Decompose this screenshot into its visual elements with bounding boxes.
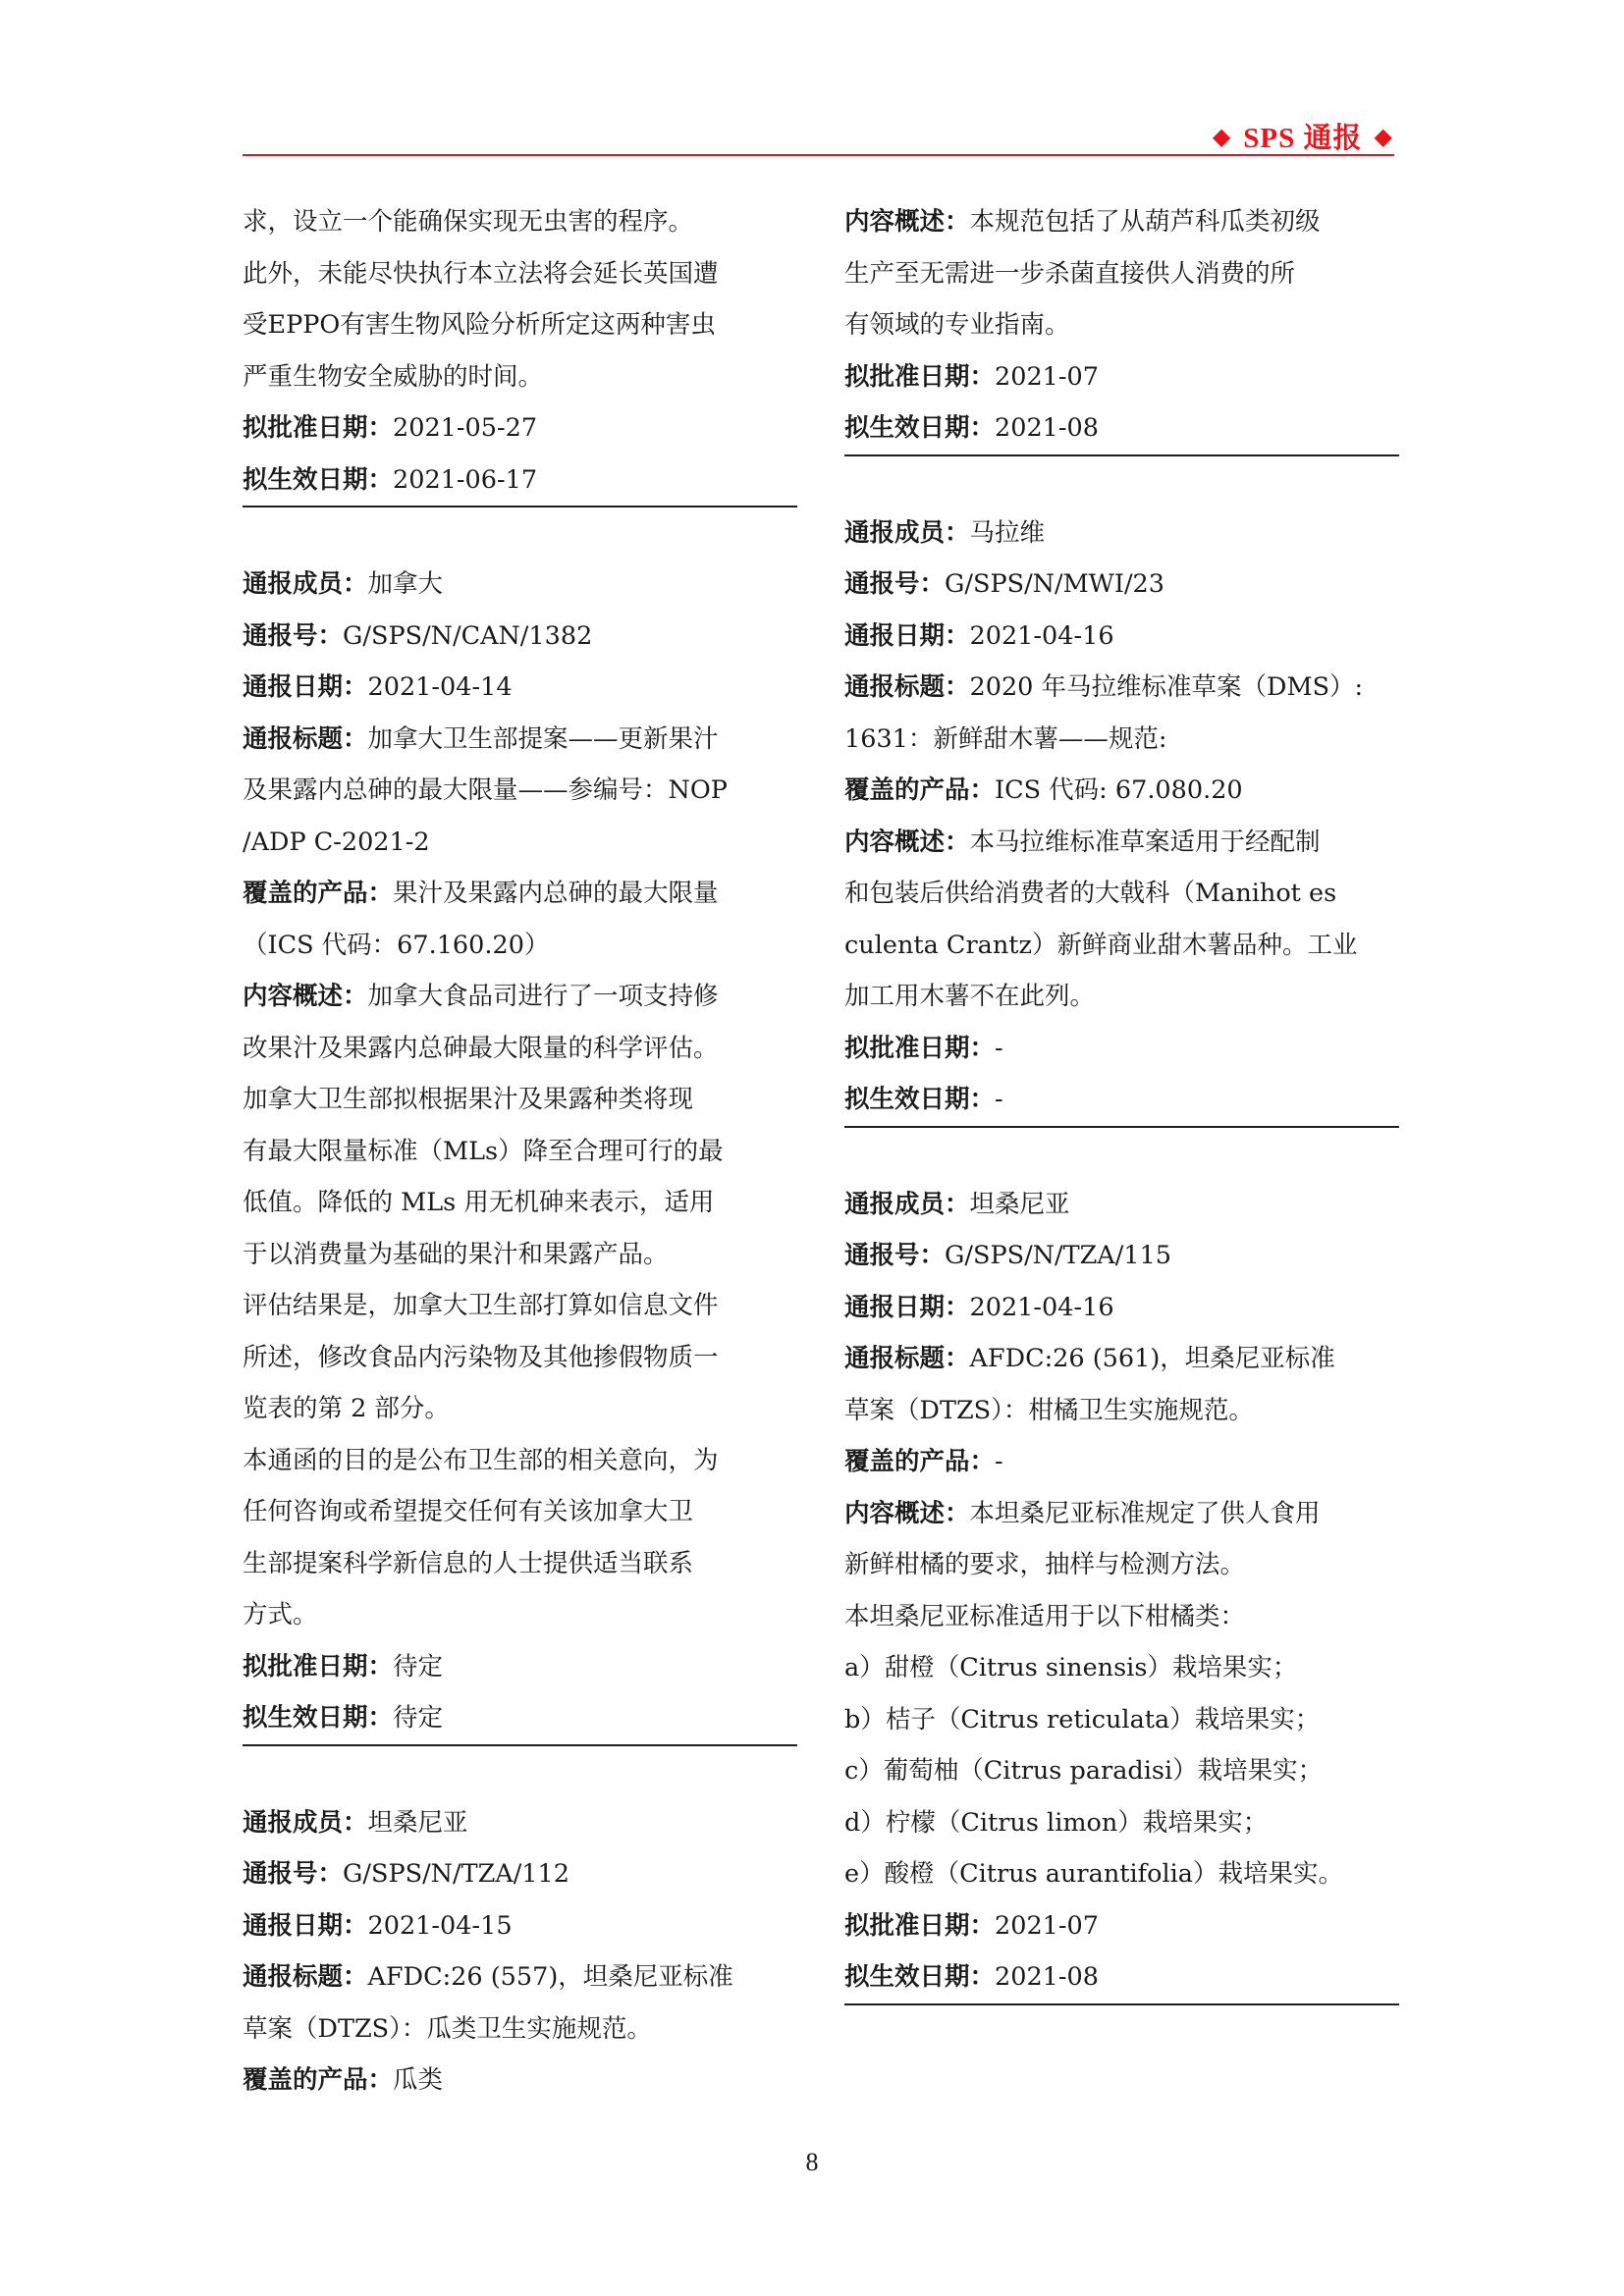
notification-date: 通报日期：2021-04-16	[844, 620, 1114, 651]
text-line: 受EPPO有害生物风险分析所定这两种害虫	[243, 310, 716, 340]
diamond-icon: ◆	[1374, 124, 1393, 150]
text-line: 加工用木薯不在此列。	[844, 982, 1096, 1011]
header-rule	[243, 154, 1394, 156]
notification-number: 通报号：G/SPS/N/TZA/112	[243, 1859, 569, 1889]
text-line: （ICS 代码：67.160.20）	[243, 930, 550, 960]
text-line: 改果汁及果露内总砷最大限量的科学评估。	[243, 1033, 719, 1063]
approval-date: 拟批准日期：-	[844, 1033, 1003, 1063]
left-column	[243, 196, 797, 2107]
effective-date: 拟生效日期：待定	[243, 1692, 797, 1746]
member: 通报成员：坦桑尼亚	[243, 1807, 468, 1838]
notification-title: 通报标题：AFDC:26 (561)，坦桑尼亚标准	[844, 1344, 1335, 1373]
notification-number: 通报号：G/SPS/N/TZA/115	[844, 1241, 1171, 1270]
summary: 内容概述：本规范包括了从葫芦科瓜类初级	[844, 207, 1321, 237]
text-line: 有最大限量标准（MLs）降至合理可行的最	[243, 1136, 724, 1166]
notification-date: 通报日期：2021-04-15	[243, 1910, 513, 1941]
list-item: d）柠檬（Citrus limon）栽培果实；	[844, 1807, 1269, 1838]
text-line: 方式。	[243, 1600, 318, 1629]
member: 通报成员：马拉维	[844, 517, 1046, 548]
text-line: 此外，未能尽快执行本立法将会延长英国遭	[243, 258, 719, 289]
text-line: 览表的第 2 部分。	[243, 1394, 450, 1423]
summary: 内容概述：本马拉维标准草案适用于经配制	[844, 827, 1321, 857]
notification-title: 通报标题：2020 年马拉维标准草案（DMS）:	[844, 672, 1364, 702]
text-line: 草案（DTZS）：瓜类卫生实施规范。	[243, 2013, 652, 2044]
entry-tanzania-115	[844, 1179, 1399, 2005]
covered-products: 覆盖的产品：-	[844, 1447, 1003, 1476]
text-line: culenta Crantz）新鲜商业甜木薯品种。工业	[844, 930, 1358, 960]
entry-continuation-right	[844, 196, 1399, 456]
approval-date: 拟批准日期：待定	[243, 1651, 444, 1682]
effective-date: 拟生效日期：2021-08	[844, 402, 1399, 456]
list-item: c）葡萄柚（Citrus paradisi）栽培果实；	[844, 1756, 1324, 1786]
right-column	[844, 196, 1399, 2005]
notification-number: 通报号：G/SPS/N/MWI/23	[844, 569, 1164, 599]
text-line: 有领域的专业指南。	[844, 310, 1070, 340]
text-line: 生产至无需进一步杀菌直接供人消费的所	[844, 258, 1296, 289]
approval-date: 拟批准日期：2021-07	[844, 361, 1099, 392]
text-line: 新鲜柑橘的要求，抽样与检测方法。	[844, 1550, 1246, 1579]
entry-continuation	[243, 196, 797, 507]
text-line: 生部提案科学新信息的人士提供适当联系	[243, 1548, 694, 1578]
approval-date: 拟批准日期：2021-07	[844, 1910, 1099, 1941]
notification-title: 通报标题：加拿大卫生部提案——更新果汁	[243, 723, 719, 754]
text-line: 和包装后供给消费者的大戟科（Manihot es	[844, 879, 1337, 908]
notification-date: 通报日期：2021-04-14	[243, 672, 513, 702]
text-line: 1631：新鲜甜木薯——规范:	[844, 723, 1167, 754]
covered-products: 覆盖的产品：果汁及果露内总砷的最大限量	[243, 879, 719, 908]
text-line: 草案（DTZS）：柑橘卫生实施规范。	[844, 1395, 1254, 1425]
summary: 内容概述：本坦桑尼亚标准规定了供人食用	[844, 1498, 1321, 1528]
effective-date: 拟生效日期：2021-08	[844, 1951, 1399, 2005]
text-line: 本通函的目的是公布卫生部的相关意向，为	[243, 1445, 719, 1475]
notification-number: 通报号：G/SPS/N/CAN/1382	[243, 620, 593, 651]
text-line: 及果露内总砷的最大限量——参编号：NOP	[243, 775, 728, 805]
text-line: 所述，修改食品内污染物及其他掺假物质一	[243, 1342, 719, 1372]
header-title-text: SPS 通报	[1243, 123, 1363, 154]
header-title	[1213, 116, 1393, 156]
text-line: 求，设立一个能确保实现无虫害的程序。	[243, 207, 694, 237]
text-line: 加拿大卫生部拟根据果汁及果露种类将现	[243, 1085, 694, 1114]
entry-canada	[243, 559, 797, 1746]
text-line: /ADP C-2021-2	[243, 827, 430, 857]
covered-products: 覆盖的产品：ICS 代码: 67.080.20	[844, 775, 1243, 805]
entry-tanzania-112	[243, 1797, 797, 2107]
notification-date: 通报日期：2021-04-16	[844, 1292, 1114, 1322]
text-line: 严重生物安全威胁的时间。	[243, 361, 544, 392]
text-line: 低值。降低的 MLs 用无机砷来表示，适用	[243, 1188, 715, 1217]
approval-date: 拟批准日期：2021-05-27	[243, 413, 538, 443]
covered-products: 覆盖的产品：瓜类	[243, 2065, 444, 2095]
list-item: e）酸橙（Citrus aurantifolia）栽培果实。	[844, 1859, 1343, 1889]
text-line: 于以消费量为基础的果汁和果露产品。	[243, 1239, 669, 1269]
text-line: 任何咨询或希望提交任何有关该加拿大卫	[243, 1497, 694, 1526]
text-line: 本坦桑尼亚标准适用于以下柑橘类：	[844, 1601, 1246, 1631]
member: 通报成员：加拿大	[243, 569, 444, 599]
entry-malawi	[844, 507, 1399, 1128]
summary: 内容概述：加拿大食品司进行了一项支持修	[243, 982, 719, 1011]
effective-date: 拟生效日期：-	[844, 1074, 1399, 1128]
page-number: 8	[805, 2148, 819, 2176]
member: 通报成员：坦桑尼亚	[844, 1189, 1070, 1219]
list-item: a）甜橙（Citrus sinensis）栽培果实；	[844, 1653, 1298, 1682]
notification-title: 通报标题：AFDC:26 (557)，坦桑尼亚标准	[243, 1962, 733, 1992]
effective-date: 拟生效日期：2021-06-17	[243, 454, 797, 508]
text-line: 评估结果是，加拿大卫生部打算如信息文件	[243, 1291, 719, 1320]
list-item: b）桔子（Citrus reticulata）栽培果实；	[844, 1704, 1321, 1735]
diamond-icon: ◆	[1212, 124, 1232, 150]
